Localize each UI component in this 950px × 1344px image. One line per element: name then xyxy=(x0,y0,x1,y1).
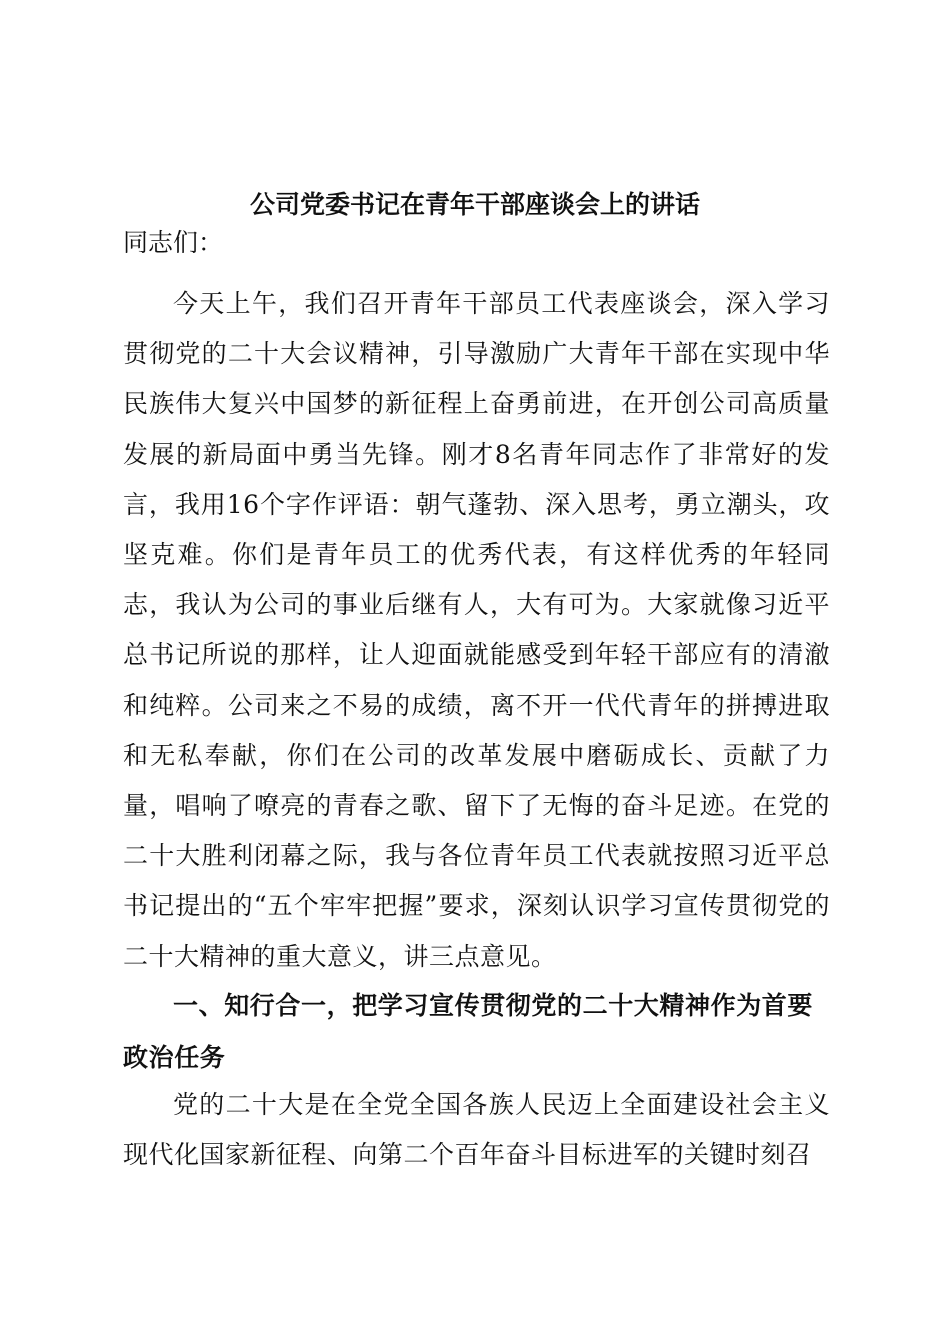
section-heading: 一、知行合一，把学习宣传贯彻党的二十大精神作为首要政治任务 xyxy=(123,991,814,1072)
body-paragraph: 党的二十大是在全党全国各族人民迈上全面建设社会主义现代化国家新征程、向第二个百年奋斗目标进军的关键时刻召 xyxy=(123,1090,830,1170)
document-title: 公司党委书记在青年干部座谈会上的讲话 xyxy=(249,190,700,219)
body-paragraph: 今天上午，我们召开青年干部员工代表座谈会，深入学习贯彻党的二十大会议精神，引导激励广大青年干部在实现中华民族伟大复兴中国梦的新征程上奋勇前进，在开创公司高质量发展的新局面中勇当先锋。刚才8名青年同志作了非常好的发言，我用16个字作评语：朝气蓬勃、深入思考，勇立潮头，攻坚克难。你们是青年员工的优秀代表，有这样优秀的年轻同志，我认为公司的事业后继有人，大有可为。大家就像习近平总书记所说的那样，让人迎面就能感受到年轻干部应有的清澈和纯粹。公司来之不易的成绩，离不开一代代青年的拼搏进取和无私奉献，你们在公司的改革发展中磨砺成长、贡献了力量，唱响了嘹亮的青春之歌、留下了无悔的奋斗足迹。在党的二十大胜利闭幕之际，我与各位青年员工代表就按照习近平总书记提出的“五个牢牢把握”要求，深刻认识学习宣传贯彻党的二十大精神的重大意义，讲三点意见。 xyxy=(123,289,830,971)
salutation: 同志们： xyxy=(123,228,224,257)
